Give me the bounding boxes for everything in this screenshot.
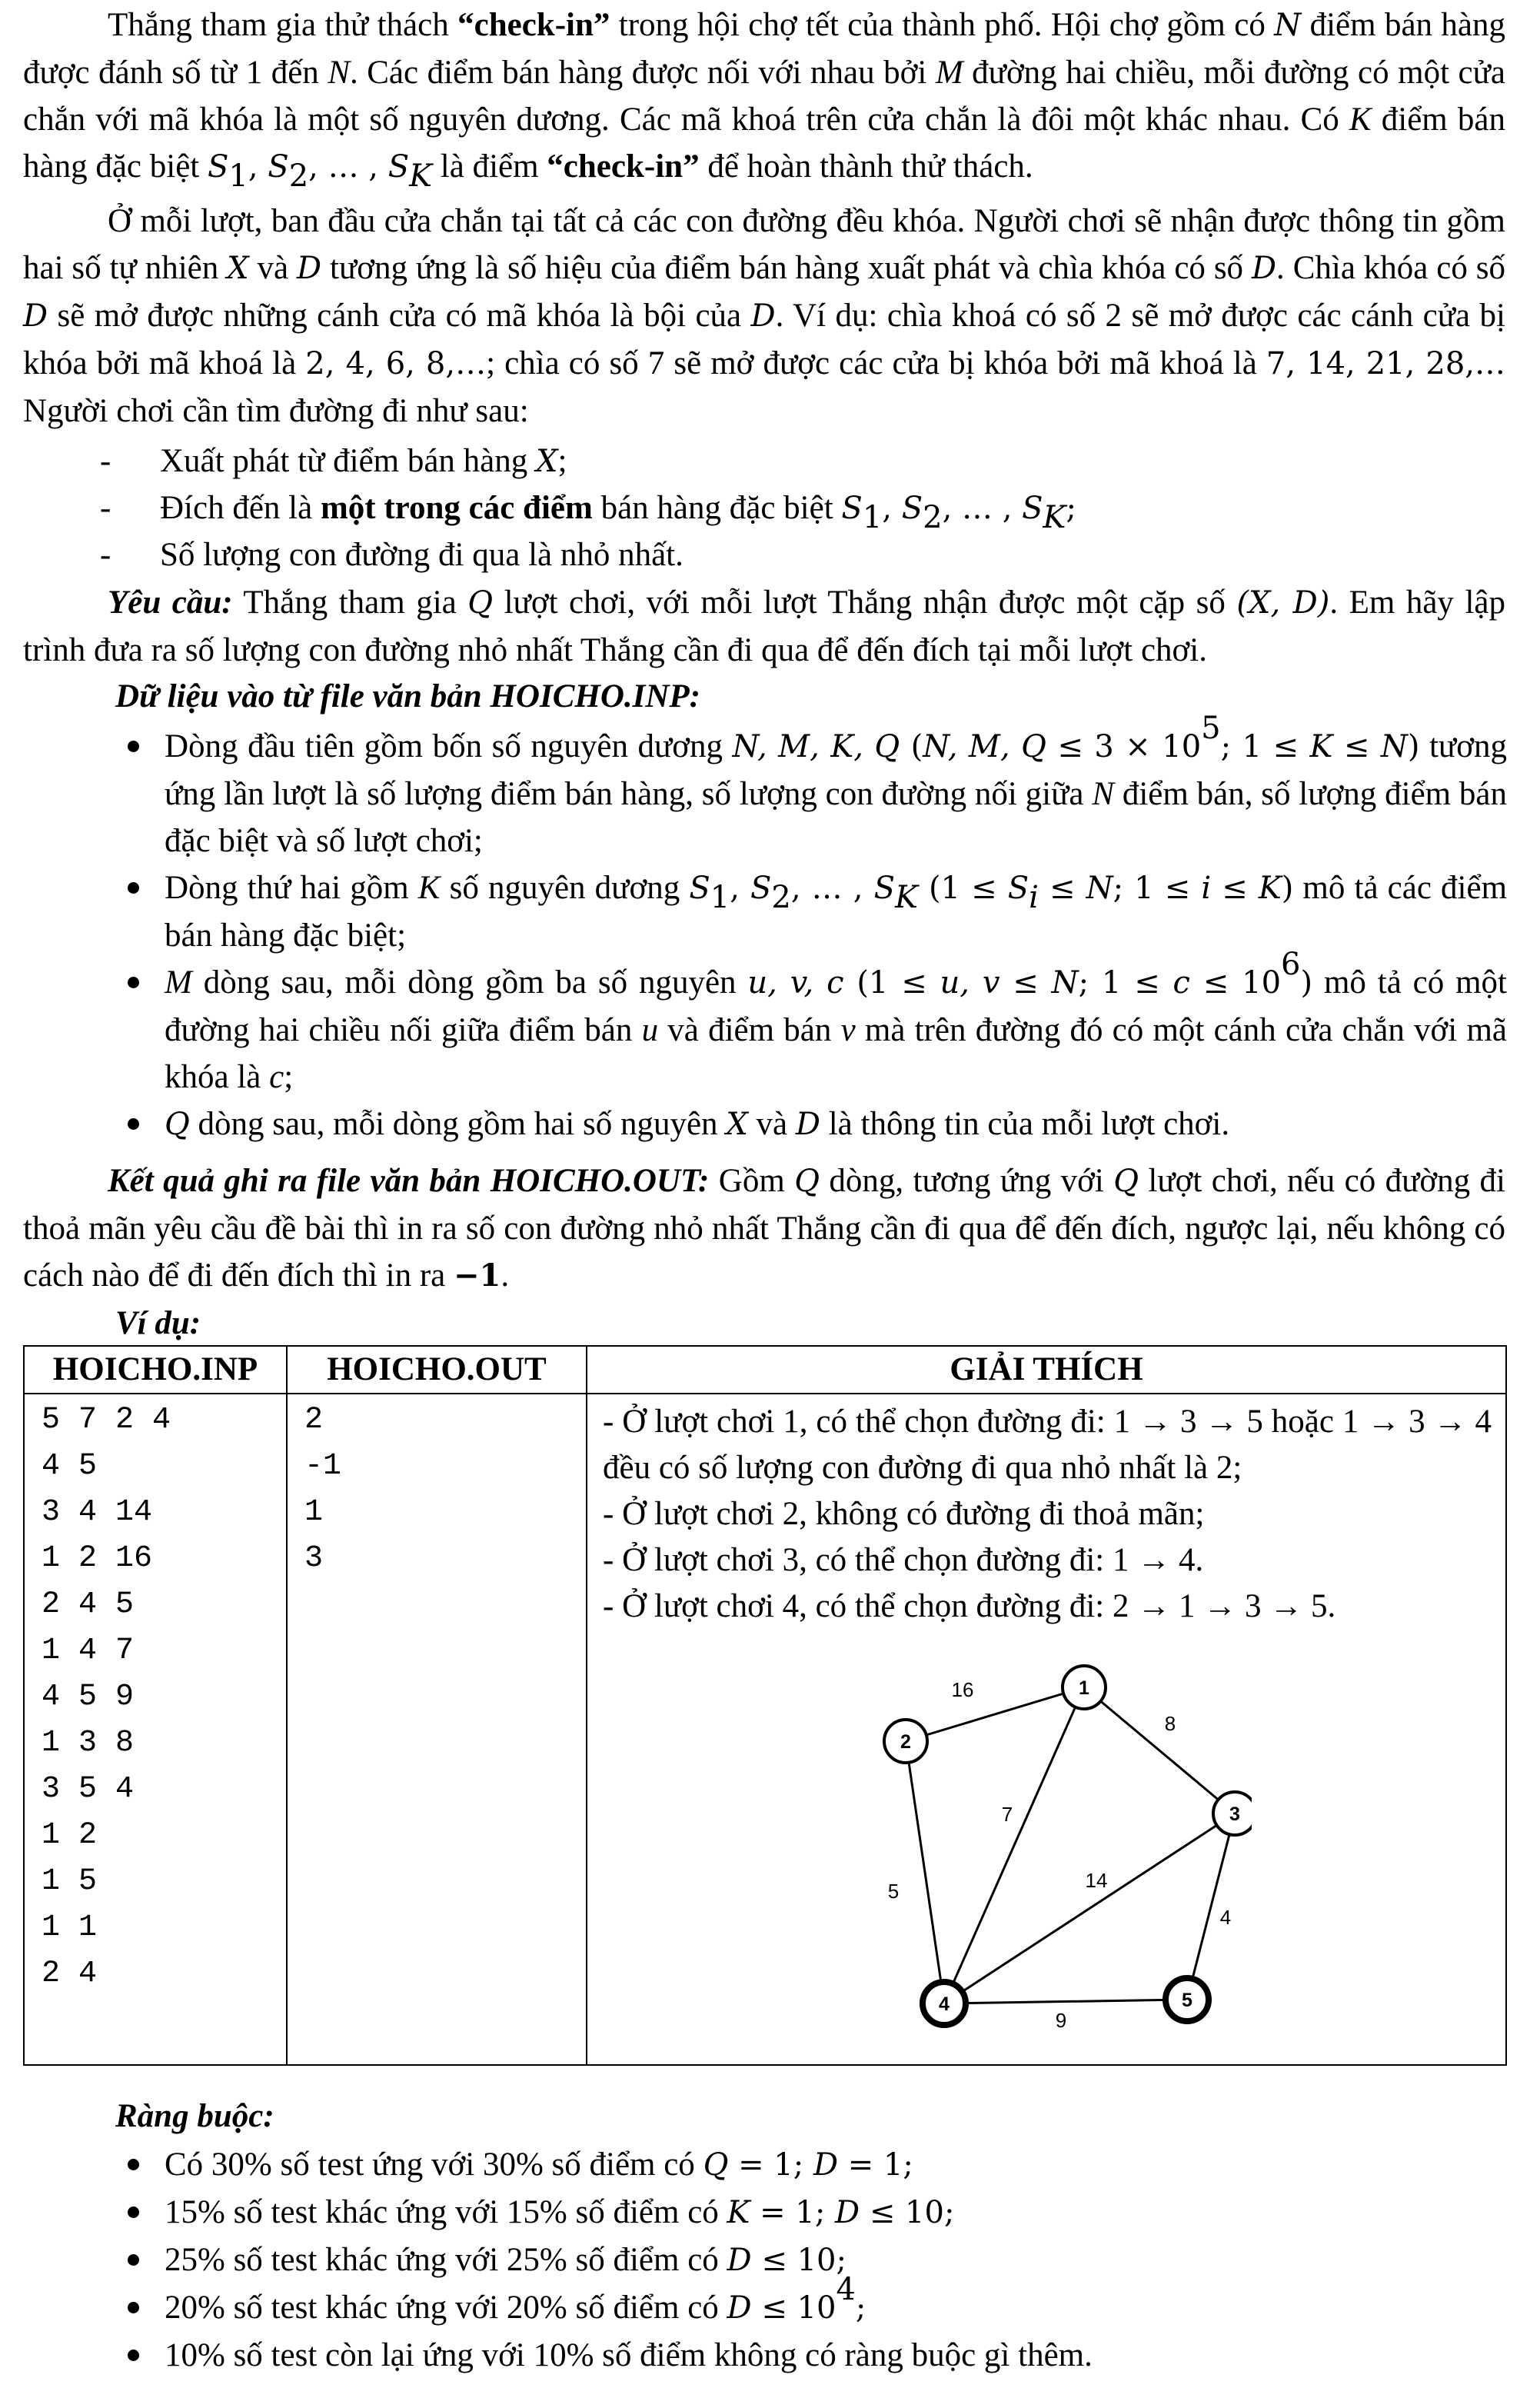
output-column-header: HOICHO.OUT [288,1347,586,1394]
output-paragraph: Kết quả ghi ra file văn bản HOICHO.OUT: Gồm Q dòng, tương ứng với Q lượt chơi, nếu có đường đi thoả mãn yêu cầu đề bài thì in ra số con đường nhỏ nhất Thắng cần đi qua để đến đích, ngược lại, nếu không có cách nào để đi đến đích thì in ra −1. [23,1163,1506,1294]
svg-text:5: 5 [1182,1990,1192,2011]
graph-node-5-special [1166,1978,1209,2021]
explanation-line: - Ở lượt chơi 3, có thể chọn đường đi: 1 → 4. [603,1542,1204,1578]
path-rules-list [100,438,1484,578]
explanation-line: - Ở lượt chơi 4, có thể chọn đường đi: 2 → 1 → 3 → 5. [603,1588,1336,1624]
file-line: 1 2 [42,1818,98,1853]
constraint-item: 25% số test khác ứng với 25% số điểm có D ≤ 10; [115,2236,1507,2284]
bullet-dot [128,1118,139,1130]
file-line: -1 [304,1449,342,1484]
file-line: 3 [304,1541,324,1576]
edge-weight-label: 7 [1001,1803,1013,1826]
svg-text:1: 1 [1079,1677,1089,1699]
file-line: 1 [304,1495,324,1530]
graph-edge-1-4 [944,1687,1084,2003]
intro-paragraph-2: Ở mỗi lượt, ban đầu cửa chắn tại tất cả các con đường đều khóa. Người chơi sẽ nhận được thông tin gồm hai số tự nhiên X và D tương ứng là số hiệu của điểm bán hàng xuất phát và chìa khóa có số D. Chìa khóa có số D sẽ mở được những cánh cửa có mã khóa là bội của D. Ví dụ: chìa khoá có số 2 sẽ mở được các cánh cửa bị khóa bởi mã khoá là 2, 4, 6, 8,…; chìa có số 7 sẽ mở được các cửa bị khóa bởi mã khoá là 7, 14, 21, 28,… Người chơi cần tìm đường đi như sau: [23,203,1506,429]
graph-edge-1-3 [1084,1687,1235,1813]
explanation-line: - Ở lượt chơi 2, không có đường đi thoả mãn; [603,1496,1205,1532]
input-spec-list [115,711,1508,1148]
constraint-item: Có 30% số test ứng với 30% số điểm có Q = 1; D = 1; [115,2141,1507,2189]
svg-text:2: 2 [900,1731,911,1753]
bullet-dot [128,2350,139,2361]
output-file-content [288,1394,586,1582]
bullet-dot [128,977,139,988]
file-line: 2 [304,1403,324,1437]
explanation-line: - Ở lượt chơi 1, có thể chọn đường đi: 1 → 3 → 5 hoặc 1 → 3 → 4 đều có số lượng con đường đi qua nhỏ nhất là 2; [603,1404,1492,1486]
graph-node-2 [884,1720,927,1763]
input-heading: Dữ liệu vào từ file văn bản HOICHO.INP: [115,678,701,714]
svg-text:4: 4 [939,1993,950,2015]
input-spec-line-1: Dòng đầu tiên gồm bốn số nguyên dương N, M, K, Q (N, M, $Q \le 3 \times 10^5$; 1 ≤ K ≤ N) tương ứng lần lượt là số lượng điểm bán hàng, số lượng con đường nối giữa N điểm bán, số lượng điểm bán đặc biệt và số lượt chơi; [115,723,1507,864]
constraint-item: 20% số test khác ứng với 20% số điểm có $D \le 10^4$; [115,2284,1507,2332]
constraints-heading: Ràng buộc: [115,2098,274,2134]
example-table [23,1345,1507,2066]
graph-edge-2-4 [906,1741,944,2003]
bullet-dot [128,2207,139,2218]
example-heading: Ví dụ: [115,1305,201,1341]
input-spec-line-2: Dòng thứ hai gồm K số nguyên dương $S_1$, $S_2$, … , $S_K$ ($1 \le S_i \le N$; 1 ≤ i ≤ K) mô tả các điểm bán hàng đặc biệt; [115,864,1507,959]
task-paragraph: Yêu cầu: Thắng tham gia Q lượt chơi, với mỗi lượt Thắng nhận được một cặp số (X, D). Em hãy lập trình đưa ra số lượng con đường nhỏ nhất Thắng cần đi qua để đến đích tại mỗi lượt chơi. [23,585,1505,668]
edge-weight-label: 9 [1055,2009,1067,2032]
svg-text:3: 3 [1229,1804,1240,1825]
file-line: 5 7 2 4 [42,1403,171,1437]
constraints-list [115,2141,1507,2379]
file-line: 1 2 16 [42,1541,153,1576]
graph-edge-3-4 [944,1813,1235,2003]
edge-weight-label: 16 [951,1678,974,1701]
graph-edge-2-1 [906,1687,1084,1741]
file-line: 2 4 5 [42,1587,135,1622]
explanation-column-header: GIẢI THÍCH [587,1347,1505,1394]
bullet-dot [128,882,139,894]
path-rule-start: - Xuất phát từ điểm bán hàng X; [100,443,567,479]
explanation-text [587,1394,1505,1630]
intro-paragraph-1: Thắng tham gia thử thách “check-in” trong hội chợ tết của thành phố. Hội chợ gồm có N điểm bán hàng được đánh số từ 1 đến N. Các điểm bán hàng được nối với nhau bởi M đường hai chiều, mỗi đường có một cửa chắn với mã khóa là một số nguyên dương. Các mã khoá trên cửa chắn là đôi một khác nhau. Có K điểm bán hàng đặc biệt $S_1$, $S_2$, … , $S_K$ là điểm “check-in” để hoàn thành thử thách. [23,7,1505,194]
file-line: 3 4 14 [42,1495,153,1530]
edge-weight-label: 5 [887,1880,900,1903]
file-line: 3 5 4 [42,1772,135,1807]
bullet-dot [128,2302,139,2313]
file-line: 1 3 8 [42,1726,135,1760]
bullet-dot [128,741,139,752]
graph-edge-4-5 [944,2000,1187,2003]
edge-weight-label: 4 [1219,1906,1232,1929]
output-column [288,1347,587,2064]
constraint-item: 10% số test còn lại ứng với 10% số điểm không có ràng buộc gì thêm. [115,2332,1507,2379]
file-line: 2 4 [42,1957,98,1991]
input-spec-line-4: Q dòng sau, mỗi dòng gồm hai số nguyên X và D là thông tin của mỗi lượt chơi. [115,1101,1507,1148]
bullet-dot [128,2159,139,2170]
bullet-dot [128,2254,139,2266]
file-line: 1 5 [42,1864,98,1899]
file-line: 4 5 9 [42,1680,135,1714]
input-column-header: HOICHO.INP [25,1347,286,1394]
graph-node-4-special [923,1982,966,2025]
example-graph-diagram [852,1654,1252,2038]
file-line: 1 1 [42,1910,98,1945]
file-line: 4 5 [42,1449,98,1484]
path-rule-shortest: - Số lượng con đường đi qua là nhỏ nhất. [100,537,684,573]
graph-node-3 [1213,1792,1252,1835]
path-rule-destination: - Đích đến là một trong các điểm bán hàng đặc biệt $S_1$, $S_2$, … , $S_K$; [100,490,1076,535]
input-file-content [25,1394,286,1997]
input-column [25,1347,288,2064]
constraint-item: 15% số test khác ứng với 15% số điểm có K = 1; D ≤ 10; [115,2189,1507,2236]
edge-weight-label: 8 [1164,1712,1176,1735]
edge-weight-label: 14 [1085,1869,1108,1892]
input-spec-line-3: M dòng sau, mỗi dòng gồm ba số nguyên u, v, c (1 ≤ u, v ≤ N; $1 \le c \le 10^6$) mô tả có một đường hai chiều nối giữa điểm bán u và điểm bán v mà trên đường đó có một cánh cửa chắn với mã khóa là c; [115,959,1507,1101]
file-line: 1 4 7 [42,1634,135,1668]
graph-node-1 [1063,1666,1106,1709]
